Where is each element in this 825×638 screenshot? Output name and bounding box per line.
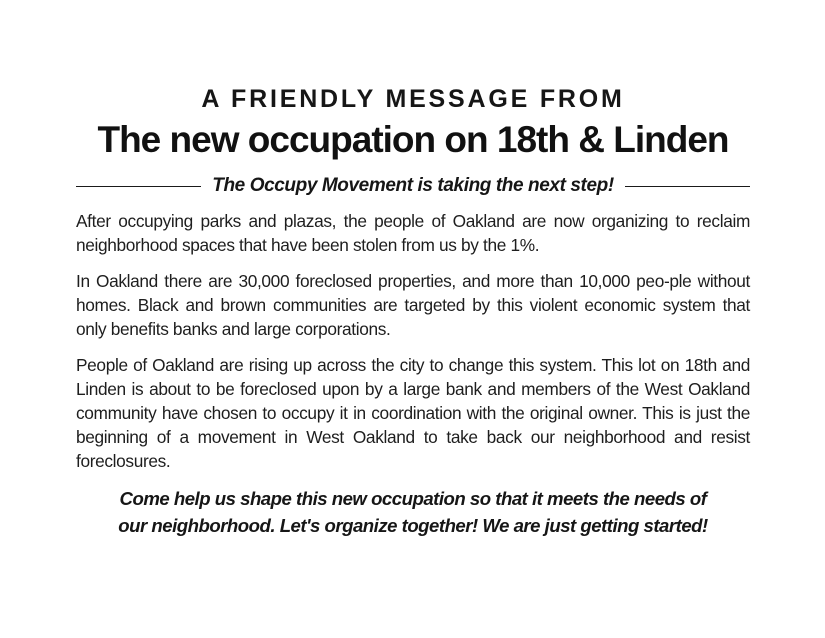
- closing-call-to-action: [76, 485, 750, 539]
- paragraph-foreclosures: In Oakland there are 30,000 foreclosed properties, and more than 10,000 peo-ple without homes. Black and brown communities are targeted by this violent economic system that only benefits banks and large corporations.: [76, 271, 750, 339]
- flyer: [76, 84, 750, 539]
- closing-line-1: Come help us shape this new occupation so that it meets the needs of: [119, 488, 707, 509]
- body-text: [76, 209, 750, 473]
- kicker-heading: A FRIENDLY MESSAGE FROM: [201, 85, 625, 113]
- paragraph-lot: People of Oakland are rising up across the city to change this system. This lot on 18th and Linden is about to be foreclosed upon by a large bank and members of the West Oakland community have chosen to occupy it in coordination with the original owner. This is just the beginning of a movement in West Oakland to take back our neighborhood and resist foreclosures.: [76, 355, 750, 471]
- paragraph-intro: After occupying parks and plazas, the people of Oakland are now organizing to reclaim neighborhood spaces that have been stolen from us by the 1%.: [76, 211, 750, 255]
- left-rule-divider: [76, 186, 201, 187]
- subhead: The Occupy Movement is taking the next step!: [212, 175, 614, 196]
- headline: The new occupation on 18th & Linden: [97, 119, 729, 160]
- closing-line-2: our neighborhood. Let's organize together! We are just getting started!: [118, 515, 708, 536]
- right-rule-divider: [625, 186, 750, 187]
- subhead-row: [76, 172, 750, 200]
